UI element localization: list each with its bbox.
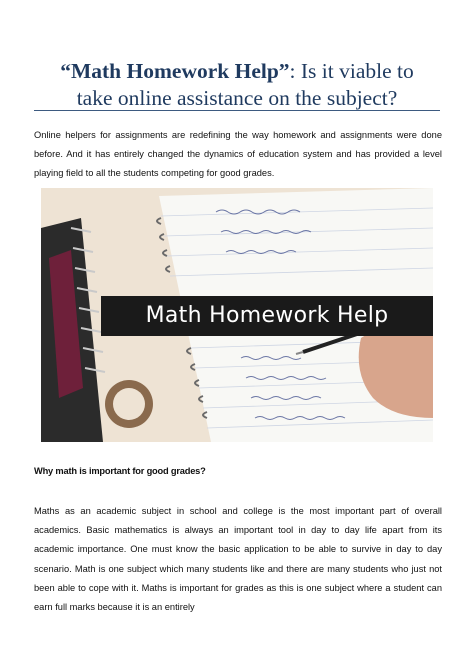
section-body: Maths as an academic subject in school and college is the most important part of overall academics. Basic mathematics is always an important tool in day to day life apart from its academic importance. One must know the basic application to be able to survive in day to day scenario. Math is one subject which many students like and there are many students who just not been able to cope with it. Maths is important for grades as this is one subject where a student can earn full marks because it is an entirely bbox=[34, 506, 442, 613]
section-heading: Why math is important for good grades? bbox=[34, 466, 206, 476]
document-title bbox=[20, 58, 454, 112]
hero-image bbox=[41, 188, 433, 442]
title-line2: take online assistance on the subject? bbox=[76, 86, 398, 110]
intro-paragraph: Online helpers for assignments are redefining the way homework and assignments were done before. And it has entirely changed the dynamics of education system and has provided a level playing field to all the students competing for good grades. bbox=[34, 130, 442, 178]
title-divider bbox=[34, 110, 440, 111]
title-rest: : Is it viable to bbox=[289, 59, 414, 83]
hero-banner-text: Math Homework Help bbox=[145, 303, 389, 328]
title-quoted: “Math Homework Help” bbox=[60, 59, 290, 83]
